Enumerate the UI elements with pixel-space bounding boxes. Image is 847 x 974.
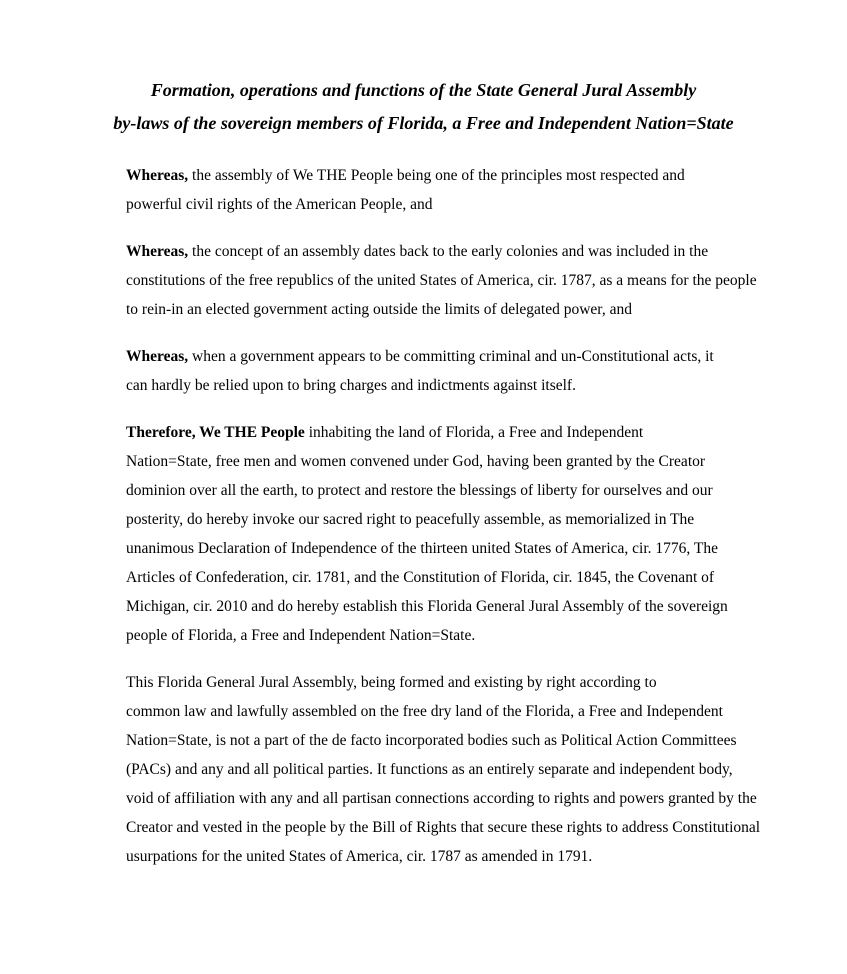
document-title [0, 74, 847, 140]
paragraph-line [76, 342, 776, 371]
paragraph-whereas-1 [76, 161, 776, 219]
paragraph-line: constitutions of the free republics of the united States of America, cir. 1787, as a means for the people [126, 272, 757, 289]
paragraph-line: posterity, do hereby invoke our sacred right to peacefully assemble, as memorialized in The [126, 511, 695, 528]
paragraph-line: people of Florida, a Free and Independent Nation=State. [126, 627, 476, 644]
paragraph-whereas-3 [76, 342, 776, 400]
title-line-2: by-laws of the sovereign members of Florida, a Free and Independent Nation=State [113, 113, 734, 133]
paragraph-line: Michigan, cir. 2010 and do hereby establish this Florida General Jural Assembly of the sovereign [126, 598, 728, 615]
paragraph-line: unanimous Declaration of Independence of the thirteen united States of America, cir. 1776, The [126, 540, 718, 557]
paragraph-line: void of affiliation with any and all partisan connections according to rights and powers granted by the [126, 790, 757, 807]
document-body [76, 161, 776, 889]
title-line-1: Formation, operations and functions of the State General Jural Assembly [150, 80, 697, 100]
paragraph-line [76, 237, 776, 266]
paragraph-line: (PACs) and any and all political parties. It functions as an entirely separate and independent body, [126, 761, 733, 778]
paragraph-text: inhabiting the land of Florida, a Free and Independent [304, 424, 644, 441]
paragraph-line: This Florida General Jural Assembly, being formed and existing by right according to [126, 674, 657, 691]
paragraph-line: dominion over all the earth, to protect and restore the blessings of liberty for ourselves and our [126, 482, 713, 499]
paragraph-text: the concept of an assembly dates back to the early colonies and was included in the [188, 243, 709, 260]
paragraph-line: powerful civil rights of the American People, and [126, 196, 433, 213]
paragraph-line: common law and lawfully assembled on the free dry land of the Florida, a Free and Independent [126, 703, 723, 720]
paragraph-lead: Therefore, We THE People [126, 424, 305, 441]
paragraph-lead: Whereas, [126, 243, 189, 260]
paragraph-whereas-2 [76, 237, 776, 324]
paragraph-text: when a government appears to be committing criminal and un-Constitutional acts, it [188, 348, 714, 365]
paragraph-lead: Whereas, [126, 348, 189, 365]
paragraph-line: Creator and vested in the people by the Bill of Rights that secure these rights to address Constitutional [126, 819, 761, 836]
paragraph-line: Nation=State, is not a part of the de facto incorporated bodies such as Political Action Committees [126, 732, 737, 749]
paragraph-line: Articles of Confederation, cir. 1781, and the Constitution of Florida, cir. 1845, the Covenant of [126, 569, 715, 586]
paragraph-line: usurpations for the united States of America, cir. 1787 as amended in 1791. [126, 848, 593, 865]
paragraph-line: can hardly be relied upon to bring charges and indictments against itself. [126, 377, 576, 394]
paragraph-line: Nation=State, free men and women convened under God, having been granted by the Creator [126, 453, 706, 470]
paragraph-line [76, 418, 776, 447]
paragraph-text: the assembly of We THE People being one of the principles most respected and [188, 167, 685, 184]
paragraph-line: to rein-in an elected government acting outside the limits of delegated power, and [126, 301, 632, 318]
paragraph-therefore [76, 418, 776, 650]
paragraph-line [76, 161, 776, 190]
paragraph-assembly-statement [76, 668, 776, 871]
paragraph-lead: Whereas, [126, 167, 189, 184]
